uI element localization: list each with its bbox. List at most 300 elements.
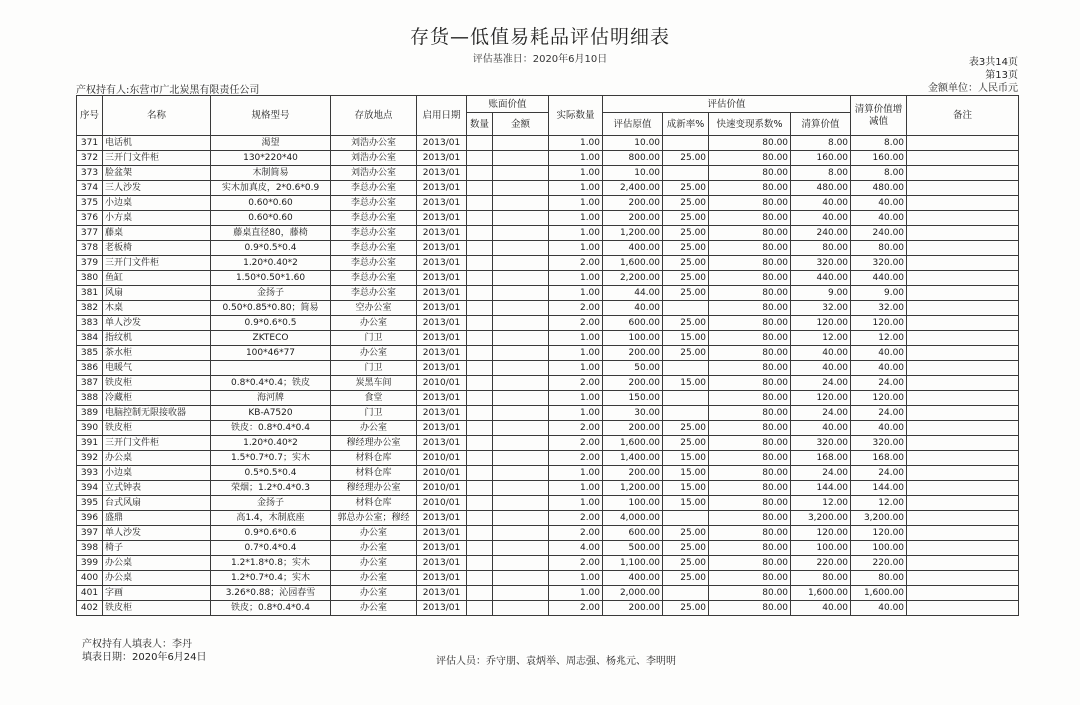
cell-increase: 1,600.00	[851, 586, 907, 601]
cell-location: 办公室	[331, 541, 417, 556]
cell-actual-qty: 1.00	[549, 166, 603, 181]
cell-fast-coeff: 80.00	[709, 571, 791, 586]
cell-seq: 388	[77, 391, 103, 406]
cell-name: 小边桌	[103, 196, 211, 211]
cell-location: 门卫	[331, 361, 417, 376]
cell-remark	[907, 301, 1019, 316]
appraisers-label: 评估人员：乔守朋、袁炳举、周志强、杨兆元、李明明	[436, 656, 676, 667]
cell-book-amount	[493, 286, 549, 301]
cell-orig-value: 1,200.00	[603, 226, 663, 241]
table-row	[77, 526, 1019, 541]
cell-actual-qty: 2.00	[549, 601, 603, 616]
cell-location: 办公室	[331, 346, 417, 361]
cell-new-rate: 25.00	[663, 541, 709, 556]
cell-orig-value: 4,000.00	[603, 511, 663, 526]
cell-orig-value: 1,100.00	[603, 556, 663, 571]
cell-liq-value: 320.00	[791, 256, 851, 271]
cell-liq-value: 80.00	[791, 571, 851, 586]
filler-label: 产权持有人填表人：李丹	[82, 639, 192, 650]
cell-book-amount	[493, 406, 549, 421]
cell-actual-qty: 2.00	[549, 256, 603, 271]
cell-increase: 160.00	[851, 151, 907, 166]
cell-orig-value: 10.00	[603, 166, 663, 181]
cell-remark	[907, 571, 1019, 586]
cell-seq: 389	[77, 406, 103, 421]
cell-name: 脸盆架	[103, 166, 211, 181]
cell-location: 办公室	[331, 316, 417, 331]
cell-fast-coeff: 80.00	[709, 181, 791, 196]
cell-book-qty	[467, 496, 493, 511]
cell-liq-value: 40.00	[791, 196, 851, 211]
cell-spec: 藤桌直径80，藤椅	[211, 226, 331, 241]
cell-actual-qty: 1.00	[549, 406, 603, 421]
cell-fast-coeff: 80.00	[709, 511, 791, 526]
cell-seq: 387	[77, 376, 103, 391]
cell-new-rate: 15.00	[663, 376, 709, 391]
cell-liq-value: 32.00	[791, 301, 851, 316]
cell-book-qty	[467, 241, 493, 256]
cell-date: 2013/01	[417, 271, 467, 286]
table-row	[77, 541, 1019, 556]
cell-book-qty	[467, 151, 493, 166]
cell-remark	[907, 331, 1019, 346]
cell-spec: 海河牌	[211, 391, 331, 406]
cell-book-amount	[493, 361, 549, 376]
cell-increase: 8.00	[851, 166, 907, 181]
cell-increase: 12.00	[851, 496, 907, 511]
cell-liq-value: 24.00	[791, 376, 851, 391]
cell-liq-value: 8.00	[791, 166, 851, 181]
cell-orig-value: 150.00	[603, 391, 663, 406]
cell-date: 2013/01	[417, 601, 467, 616]
cell-orig-value: 2,000.00	[603, 586, 663, 601]
cell-actual-qty: 1.00	[549, 361, 603, 376]
cell-actual-qty: 1.00	[549, 331, 603, 346]
cell-liq-value: 120.00	[791, 526, 851, 541]
cell-spec: KB-A7520	[211, 406, 331, 421]
cell-liq-value: 1,600.00	[791, 586, 851, 601]
cell-spec: 3.26*0.88；沁园春雪	[211, 586, 331, 601]
cell-actual-qty: 1.00	[549, 211, 603, 226]
cell-orig-value: 2,200.00	[603, 271, 663, 286]
cell-spec: 1.50*0.50*1.60	[211, 271, 331, 286]
cell-name: 台式风扇	[103, 496, 211, 511]
cell-date: 2010/01	[417, 481, 467, 496]
cell-liq-value: 168.00	[791, 451, 851, 466]
table-row	[77, 226, 1019, 241]
cell-remark	[907, 376, 1019, 391]
cell-liq-value: 160.00	[791, 151, 851, 166]
cell-spec: 0.9*0.6*0.5	[211, 316, 331, 331]
table-row	[77, 241, 1019, 256]
cell-actual-qty: 1.00	[549, 196, 603, 211]
cell-new-rate: 15.00	[663, 466, 709, 481]
cell-orig-value: 30.00	[603, 406, 663, 421]
table-row	[77, 136, 1019, 151]
cell-new-rate	[663, 586, 709, 601]
cell-name: 藤桌	[103, 226, 211, 241]
cell-new-rate: 25.00	[663, 271, 709, 286]
cell-spec	[211, 361, 331, 376]
cell-seq: 393	[77, 466, 103, 481]
cell-spec: 1.2*0.7*0.4；实木	[211, 571, 331, 586]
cell-book-qty	[467, 136, 493, 151]
col-name: 名称	[103, 96, 211, 136]
cell-liq-value: 40.00	[791, 211, 851, 226]
cell-seq: 378	[77, 241, 103, 256]
cell-remark	[907, 481, 1019, 496]
cell-new-rate: 25.00	[663, 211, 709, 226]
cell-seq: 396	[77, 511, 103, 526]
cell-orig-value: 44.00	[603, 286, 663, 301]
cell-new-rate: 25.00	[663, 526, 709, 541]
cell-actual-qty: 2.00	[549, 436, 603, 451]
cell-seq: 382	[77, 301, 103, 316]
cell-book-qty	[467, 421, 493, 436]
cell-fast-coeff: 80.00	[709, 496, 791, 511]
cell-seq: 371	[77, 136, 103, 151]
cell-orig-value: 50.00	[603, 361, 663, 376]
cell-book-amount	[493, 256, 549, 271]
table-row	[77, 481, 1019, 496]
cell-remark	[907, 286, 1019, 301]
cell-actual-qty: 2.00	[549, 511, 603, 526]
cell-book-amount	[493, 376, 549, 391]
cell-book-qty	[467, 451, 493, 466]
cell-location: 材料仓库	[331, 496, 417, 511]
cell-actual-qty: 1.00	[549, 271, 603, 286]
cell-actual-qty: 2.00	[549, 451, 603, 466]
cell-actual-qty: 1.00	[549, 136, 603, 151]
cell-new-rate: 15.00	[663, 481, 709, 496]
cell-liq-value: 8.00	[791, 136, 851, 151]
cell-date: 2013/01	[417, 556, 467, 571]
cell-spec: 荣烟；1.2*0.4*0.3	[211, 481, 331, 496]
table-row	[77, 391, 1019, 406]
cell-spec: 0.50*0.85*0.80；简易	[211, 301, 331, 316]
cell-seq: 400	[77, 571, 103, 586]
table-row	[77, 511, 1019, 526]
cell-spec: 0.8*0.4*0.4；铁皮	[211, 376, 331, 391]
cell-increase: 40.00	[851, 346, 907, 361]
cell-liq-value: 240.00	[791, 226, 851, 241]
cell-date: 2010/01	[417, 451, 467, 466]
cell-book-amount	[493, 301, 549, 316]
base-date: 评估基准日：2020年6月10日	[472, 54, 608, 65]
cell-spec: 1.2*1.8*0.8；实木	[211, 556, 331, 571]
cell-increase: 24.00	[851, 406, 907, 421]
cell-new-rate	[663, 136, 709, 151]
cell-date: 2013/01	[417, 196, 467, 211]
cell-spec: ZKTECO	[211, 331, 331, 346]
cell-location: 食堂	[331, 391, 417, 406]
page-number: 第13页	[985, 70, 1018, 81]
cell-location: 李总办公室	[331, 196, 417, 211]
cell-increase: 100.00	[851, 541, 907, 556]
table-row	[77, 361, 1019, 376]
cell-name: 电脑控制无限接收器	[103, 406, 211, 421]
cell-fast-coeff: 80.00	[709, 241, 791, 256]
cell-actual-qty: 2.00	[549, 421, 603, 436]
cell-seq: 380	[77, 271, 103, 286]
cell-fast-coeff: 80.00	[709, 541, 791, 556]
col-remark: 备注	[907, 96, 1019, 136]
cell-orig-value: 1,200.00	[603, 481, 663, 496]
cell-location: 李总办公室	[331, 226, 417, 241]
cell-orig-value: 400.00	[603, 571, 663, 586]
cell-book-amount	[493, 526, 549, 541]
cell-new-rate: 15.00	[663, 331, 709, 346]
cell-orig-value: 600.00	[603, 526, 663, 541]
cell-book-qty	[467, 181, 493, 196]
cell-fast-coeff: 80.00	[709, 391, 791, 406]
cell-fast-coeff: 80.00	[709, 211, 791, 226]
cell-book-qty	[467, 526, 493, 541]
cell-spec: 1.5*0.7*0.7；实木	[211, 451, 331, 466]
cell-name: 立式钟表	[103, 481, 211, 496]
cell-actual-qty: 1.00	[549, 286, 603, 301]
table-row	[77, 376, 1019, 391]
cell-remark	[907, 601, 1019, 616]
cell-actual-qty: 2.00	[549, 316, 603, 331]
cell-actual-qty: 1.00	[549, 571, 603, 586]
cell-book-amount	[493, 511, 549, 526]
table-number: 表3共14页	[968, 57, 1018, 68]
cell-location: 材料仓库	[331, 466, 417, 481]
page-info	[928, 56, 1018, 95]
cell-orig-value: 1,600.00	[603, 256, 663, 271]
cell-name: 单人沙发	[103, 526, 211, 541]
cell-increase: 40.00	[851, 361, 907, 376]
cell-seq: 372	[77, 151, 103, 166]
cell-book-qty	[467, 271, 493, 286]
cell-book-qty	[467, 301, 493, 316]
cell-increase: 440.00	[851, 271, 907, 286]
cell-book-qty	[467, 466, 493, 481]
cell-date: 2013/01	[417, 406, 467, 421]
table-row	[77, 556, 1019, 571]
cell-book-qty	[467, 586, 493, 601]
cell-book-qty	[467, 346, 493, 361]
cell-book-qty	[467, 166, 493, 181]
cell-date: 2010/01	[417, 496, 467, 511]
cell-orig-value: 100.00	[603, 496, 663, 511]
cell-remark	[907, 256, 1019, 271]
cell-location: 李总办公室	[331, 241, 417, 256]
cell-remark	[907, 346, 1019, 361]
cell-date: 2013/01	[417, 211, 467, 226]
cell-actual-qty: 1.00	[549, 391, 603, 406]
cell-book-amount	[493, 331, 549, 346]
cell-seq: 373	[77, 166, 103, 181]
cell-location: 郭总办公室；穆经	[331, 511, 417, 526]
cell-new-rate	[663, 511, 709, 526]
col-liq-value: 清算价值	[791, 113, 851, 136]
cell-date: 2010/01	[417, 466, 467, 481]
cell-book-amount	[493, 586, 549, 601]
table-row	[77, 436, 1019, 451]
col-seq: 序号	[77, 96, 103, 136]
table-row	[77, 286, 1019, 301]
cell-location: 刘浩办公室	[331, 136, 417, 151]
cell-date: 2013/01	[417, 136, 467, 151]
cell-orig-value: 100.00	[603, 331, 663, 346]
cell-name: 单人沙发	[103, 316, 211, 331]
cell-fast-coeff: 80.00	[709, 331, 791, 346]
table-row	[77, 181, 1019, 196]
cell-actual-qty: 1.00	[549, 226, 603, 241]
cell-increase: 8.00	[851, 136, 907, 151]
cell-fast-coeff: 80.00	[709, 601, 791, 616]
cell-book-amount	[493, 181, 549, 196]
cell-seq: 402	[77, 601, 103, 616]
table-row	[77, 151, 1019, 166]
cell-orig-value: 40.00	[603, 301, 663, 316]
cell-location: 门卫	[331, 406, 417, 421]
cell-remark	[907, 556, 1019, 571]
cell-fast-coeff: 80.00	[709, 286, 791, 301]
table-row	[77, 571, 1019, 586]
cell-date: 2013/01	[417, 511, 467, 526]
cell-orig-value: 200.00	[603, 211, 663, 226]
cell-book-qty	[467, 601, 493, 616]
cell-date: 2013/01	[417, 526, 467, 541]
cell-spec: 金扬子	[211, 496, 331, 511]
cell-remark	[907, 511, 1019, 526]
cell-remark	[907, 541, 1019, 556]
cell-orig-value: 200.00	[603, 466, 663, 481]
cell-date: 2013/01	[417, 331, 467, 346]
cell-date: 2013/01	[417, 226, 467, 241]
cell-book-amount	[493, 166, 549, 181]
cell-name: 三开门文件柜	[103, 151, 211, 166]
cell-spec: 0.60*0.60	[211, 196, 331, 211]
cell-book-amount	[493, 466, 549, 481]
cell-remark	[907, 136, 1019, 151]
cell-fast-coeff: 80.00	[709, 316, 791, 331]
cell-location: 材料仓库	[331, 451, 417, 466]
cell-new-rate	[663, 406, 709, 421]
cell-book-qty	[467, 316, 493, 331]
cell-spec: 0.9*0.5*0.4	[211, 241, 331, 256]
cell-seq: 376	[77, 211, 103, 226]
cell-book-amount	[493, 571, 549, 586]
cell-seq: 401	[77, 586, 103, 601]
cell-liq-value: 24.00	[791, 466, 851, 481]
cell-increase: 12.00	[851, 331, 907, 346]
cell-orig-value: 1,400.00	[603, 451, 663, 466]
table-row	[77, 316, 1019, 331]
cell-actual-qty: 1.00	[549, 151, 603, 166]
cell-fast-coeff: 80.00	[709, 421, 791, 436]
cell-new-rate: 25.00	[663, 436, 709, 451]
cell-location: 李总办公室	[331, 256, 417, 271]
cell-remark	[907, 196, 1019, 211]
cell-seq: 379	[77, 256, 103, 271]
cell-book-amount	[493, 151, 549, 166]
cell-name: 指纹机	[103, 331, 211, 346]
cell-spec: 木制简易	[211, 166, 331, 181]
cell-seq: 394	[77, 481, 103, 496]
cell-actual-qty: 1.00	[549, 481, 603, 496]
cell-fast-coeff: 80.00	[709, 166, 791, 181]
cell-name: 铁皮柜	[103, 601, 211, 616]
cell-remark	[907, 166, 1019, 181]
cell-remark	[907, 361, 1019, 376]
cell-orig-value: 600.00	[603, 316, 663, 331]
cell-book-amount	[493, 601, 549, 616]
cell-actual-qty: 1.00	[549, 466, 603, 481]
cell-book-qty	[467, 391, 493, 406]
cell-increase: 220.00	[851, 556, 907, 571]
cell-name: 椅子	[103, 541, 211, 556]
cell-liq-value: 440.00	[791, 271, 851, 286]
cell-book-qty	[467, 436, 493, 451]
cell-book-amount	[493, 451, 549, 466]
cell-spec: 0.60*0.60	[211, 211, 331, 226]
cell-seq: 399	[77, 556, 103, 571]
cell-remark	[907, 211, 1019, 226]
cell-fast-coeff: 80.00	[709, 376, 791, 391]
cell-liq-value: 12.00	[791, 331, 851, 346]
col-actual-qty: 实际数量	[549, 96, 603, 136]
cell-date: 2013/01	[417, 436, 467, 451]
cell-remark	[907, 241, 1019, 256]
cell-date: 2013/01	[417, 421, 467, 436]
cell-book-amount	[493, 346, 549, 361]
cell-spec: 0.9*0.6*0.6	[211, 526, 331, 541]
cell-new-rate: 15.00	[663, 451, 709, 466]
cell-fast-coeff: 80.00	[709, 346, 791, 361]
table-row	[77, 301, 1019, 316]
cell-name: 三开门文件柜	[103, 256, 211, 271]
cell-increase: 120.00	[851, 316, 907, 331]
cell-increase: 120.00	[851, 526, 907, 541]
cell-new-rate: 25.00	[663, 571, 709, 586]
cell-spec: 铁皮；0.8*0.4*0.4	[211, 601, 331, 616]
cell-actual-qty: 2.00	[549, 301, 603, 316]
cell-new-rate: 25.00	[663, 151, 709, 166]
table-row	[77, 271, 1019, 286]
cell-actual-qty: 1.00	[549, 496, 603, 511]
cell-book-qty	[467, 541, 493, 556]
cell-name: 鱼缸	[103, 271, 211, 286]
cell-increase: 32.00	[851, 301, 907, 316]
table-row	[77, 211, 1019, 226]
col-location: 存放地点	[331, 96, 417, 136]
cell-increase: 24.00	[851, 466, 907, 481]
cell-new-rate: 25.00	[663, 256, 709, 271]
cell-date: 2013/01	[417, 361, 467, 376]
cell-orig-value: 800.00	[603, 151, 663, 166]
cell-liq-value: 40.00	[791, 346, 851, 361]
table-row	[77, 496, 1019, 511]
cell-book-qty	[467, 256, 493, 271]
table-row	[77, 451, 1019, 466]
cell-book-qty	[467, 196, 493, 211]
cell-spec: 100*46*77	[211, 346, 331, 361]
cell-date: 2013/01	[417, 166, 467, 181]
cell-date: 2013/01	[417, 256, 467, 271]
cell-spec: 渴望	[211, 136, 331, 151]
cell-location: 穆经理办公室	[331, 481, 417, 496]
cell-spec: 0.5*0.5*0.4	[211, 466, 331, 481]
table-row	[77, 346, 1019, 361]
cell-orig-value: 400.00	[603, 241, 663, 256]
cell-liq-value: 144.00	[791, 481, 851, 496]
cell-orig-value: 200.00	[603, 421, 663, 436]
cell-increase: 240.00	[851, 226, 907, 241]
